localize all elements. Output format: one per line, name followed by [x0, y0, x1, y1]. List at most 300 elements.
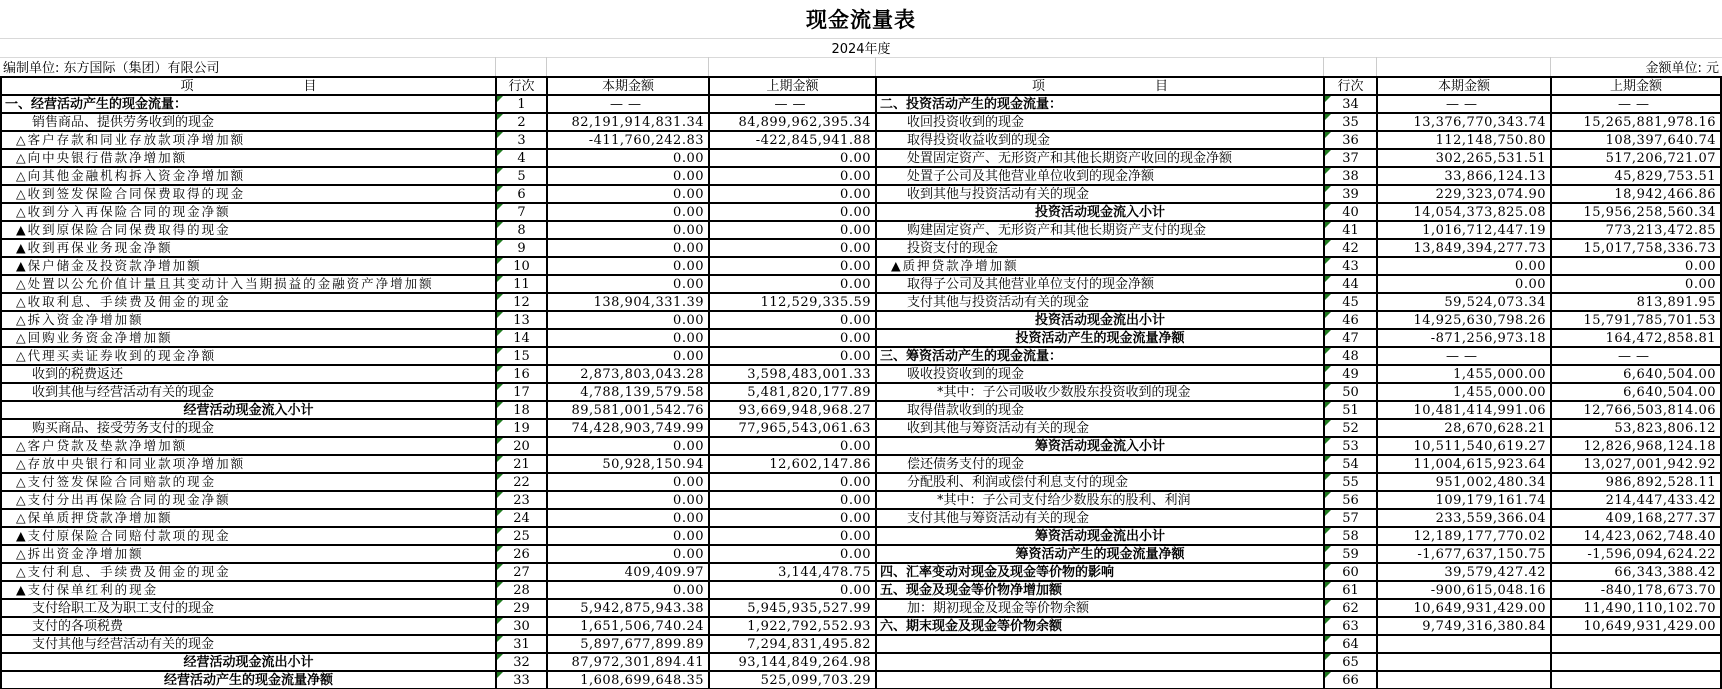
line-no-cell — [1325, 258, 1378, 274]
item-cell: 三、筹资活动产生的现金流量： — [877, 348, 1325, 364]
prior-amount-cell: 409,168,277.37 — [1552, 510, 1722, 526]
green-triangle-icon — [1325, 150, 1331, 156]
item-cell: △存放中央银行和同业款项净增加额 — [2, 456, 497, 472]
prior-amount-cell: 0.00 — [710, 240, 877, 256]
col-header-prior-amount-left: 上期金额 — [710, 78, 877, 94]
line-no-cell — [1325, 150, 1378, 166]
line-no-cell — [497, 546, 548, 562]
item-cell: △向其他金融机构拆入资金净增加额 — [2, 168, 497, 184]
green-triangle-icon — [497, 384, 503, 390]
current-amount-cell: 87,972,301,894.41 — [548, 654, 710, 670]
green-triangle-icon — [1325, 654, 1331, 660]
prior-amount-cell: 5,481,820,177.89 — [710, 384, 877, 400]
current-amount-cell: 1,016,712,447.19 — [1378, 222, 1552, 238]
item-cell — [877, 672, 1325, 688]
line-no-cell — [497, 312, 548, 328]
current-amount-cell: 302,265,531.51 — [1378, 150, 1552, 166]
item-cell: 吸收投资收到的现金 — [877, 366, 1325, 382]
item-cell: 五、现金及现金等价物净增加额 — [877, 582, 1325, 598]
item-cell: 六、期末现金及现金等价物余额 — [877, 618, 1325, 634]
current-amount-cell: 0.00 — [548, 204, 710, 220]
green-triangle-icon — [497, 438, 503, 444]
line-no: 16 — [513, 366, 530, 382]
table-header-row — [2, 78, 1722, 96]
line-no-cell — [497, 330, 548, 346]
current-amount-cell: 11,004,615,923.64 — [1378, 456, 1552, 472]
line-no: 34 — [1342, 96, 1359, 112]
line-no-cell — [1325, 114, 1378, 130]
table-row — [2, 96, 1722, 114]
table-row — [2, 672, 1722, 689]
green-triangle-icon — [1325, 492, 1331, 498]
green-triangle-icon — [497, 204, 503, 210]
item-cell: 收到的税费返还 — [2, 366, 497, 382]
line-no-cell — [1325, 402, 1378, 418]
line-no-cell — [497, 294, 548, 310]
item-cell: △保单质押贷款净增加额 — [2, 510, 497, 526]
prior-amount-cell: -1,596,094,624.22 — [1552, 546, 1722, 562]
green-triangle-icon — [1325, 636, 1331, 642]
table-row — [2, 114, 1722, 132]
current-amount-cell: -411,760,242.83 — [548, 132, 710, 148]
green-triangle-icon — [497, 312, 503, 318]
green-triangle-icon — [1325, 600, 1331, 606]
page-title: 现金流量表 — [806, 8, 916, 32]
prior-amount-cell: 0.00 — [710, 186, 877, 202]
table-row — [2, 348, 1722, 366]
green-triangle-icon — [497, 636, 503, 642]
current-amount-cell: 109,179,161.74 — [1378, 492, 1552, 508]
item-cell: △客户存款和同业存放款项净增加额 — [2, 132, 497, 148]
green-triangle-icon — [1325, 582, 1331, 588]
line-no-cell — [497, 204, 548, 220]
table-row — [2, 312, 1722, 330]
item-cell: 收到其他与筹资活动有关的现金 — [877, 420, 1325, 436]
line-no: 28 — [513, 582, 530, 598]
current-amount-cell: 74,428,903,749.99 — [548, 420, 710, 436]
table-row — [2, 132, 1722, 150]
line-no-cell — [1325, 330, 1378, 346]
table-row — [2, 438, 1722, 456]
green-triangle-icon — [497, 114, 503, 120]
item-cell: 投资活动现金流出小计 — [877, 312, 1325, 328]
item-cell: △支付签发保险合同赔款的现金 — [2, 474, 497, 490]
current-amount-cell: 0.00 — [1378, 258, 1552, 274]
green-triangle-icon — [1325, 258, 1331, 264]
green-triangle-icon — [1325, 402, 1331, 408]
green-triangle-icon — [497, 186, 503, 192]
current-amount-cell: 14,925,630,798.26 — [1378, 312, 1552, 328]
line-no: 24 — [513, 510, 530, 526]
item-cell: 支付给职工及为职工支付的现金 — [2, 600, 497, 616]
line-no: 60 — [1342, 564, 1359, 580]
prior-amount-cell: 0.00 — [710, 312, 877, 328]
green-triangle-icon — [497, 96, 503, 102]
prior-amount-cell: 15,265,881,978.16 — [1552, 114, 1722, 130]
green-triangle-icon — [497, 294, 503, 300]
prior-amount-cell: 6,640,504.00 — [1552, 384, 1722, 400]
line-no: 4 — [517, 150, 526, 166]
green-triangle-icon — [497, 618, 503, 624]
green-triangle-icon — [1325, 240, 1331, 246]
current-amount-cell: 0.00 — [548, 330, 710, 346]
line-no-cell — [1325, 564, 1378, 580]
green-triangle-icon — [497, 150, 503, 156]
prior-amount-cell: 7,294,831,495.82 — [710, 636, 877, 652]
green-triangle-icon — [497, 330, 503, 336]
prior-amount-cell: 214,447,433.42 — [1552, 492, 1722, 508]
prior-amount-cell: —— — [710, 96, 877, 112]
line-no-cell — [1325, 168, 1378, 184]
item-cell: △代理买卖证券收到的现金净额 — [2, 348, 497, 364]
line-no-cell — [1325, 276, 1378, 292]
current-amount-cell — [1378, 654, 1552, 670]
green-triangle-icon — [497, 582, 503, 588]
divider — [1323, 57, 1324, 76]
item-cell: △向中央银行借款净增加额 — [2, 150, 497, 166]
line-no: 18 — [513, 402, 530, 418]
table-row — [2, 492, 1722, 510]
current-amount-cell: 5,897,677,899.89 — [548, 636, 710, 652]
current-amount-cell: 28,670,628.21 — [1378, 420, 1552, 436]
green-triangle-icon — [1325, 348, 1331, 354]
current-amount-cell: 0.00 — [1378, 276, 1552, 292]
green-triangle-icon — [1325, 366, 1331, 372]
line-no-cell — [1325, 654, 1378, 670]
prior-amount-cell: 15,017,758,336.73 — [1552, 240, 1722, 256]
item-cell: 筹资活动产生的现金流量净额 — [877, 546, 1325, 562]
item-cell: △拆出资金净增加额 — [2, 546, 497, 562]
divider — [1550, 57, 1551, 76]
line-no-cell — [1325, 384, 1378, 400]
current-amount-cell — [1378, 672, 1552, 688]
prior-amount-cell: 12,602,147.86 — [710, 456, 877, 472]
green-triangle-icon — [497, 132, 503, 138]
line-no-cell — [497, 564, 548, 580]
item-cell: △收取利息、手续费及佣金的现金 — [2, 294, 497, 310]
green-triangle-icon — [1325, 546, 1331, 552]
prior-amount-cell: 0.00 — [710, 474, 877, 490]
current-amount-cell: 9,749,316,380.84 — [1378, 618, 1552, 634]
divider — [495, 57, 496, 76]
line-no-cell — [497, 114, 548, 130]
prior-amount-cell: 3,144,478.75 — [710, 564, 877, 580]
item-cell: 支付其他与经营活动有关的现金 — [2, 636, 497, 652]
prior-amount-cell: 3,598,483,001.33 — [710, 366, 877, 382]
table-row — [2, 654, 1722, 672]
green-triangle-icon — [497, 492, 503, 498]
prior-amount-cell: 15,956,258,560.34 — [1552, 204, 1722, 220]
item-header-char: 目 — [1155, 78, 1169, 94]
prior-amount-cell: 11,490,110,102.70 — [1552, 600, 1722, 616]
table-row — [2, 564, 1722, 582]
line-no-cell — [1325, 618, 1378, 634]
item-cell: 支付其他与筹资活动有关的现金 — [877, 510, 1325, 526]
table-row — [2, 636, 1722, 654]
line-no: 11 — [513, 276, 530, 292]
col-header-current-amount-left: 本期金额 — [548, 78, 710, 94]
line-no: 57 — [1342, 510, 1359, 526]
green-triangle-icon — [1325, 204, 1331, 210]
current-amount-cell: 0.00 — [548, 168, 710, 184]
item-cell: 投资活动现金流入小计 — [877, 204, 1325, 220]
line-no: 13 — [513, 312, 530, 328]
green-triangle-icon — [1325, 312, 1331, 318]
prior-amount-cell: 773,213,472.85 — [1552, 222, 1722, 238]
table-row — [2, 420, 1722, 438]
line-no: 53 — [1342, 438, 1359, 454]
line-no: 61 — [1342, 582, 1359, 598]
prior-amount-cell: 0.00 — [1552, 258, 1722, 274]
item-cell: 取得投资收益收到的现金 — [877, 132, 1325, 148]
line-no-cell — [497, 276, 548, 292]
item-cell: 筹资活动现金流入小计 — [877, 438, 1325, 454]
line-no-cell — [1325, 546, 1378, 562]
green-triangle-icon — [1325, 618, 1331, 624]
prior-amount-cell: 0.00 — [710, 546, 877, 562]
current-amount-cell: 10,649,931,429.00 — [1378, 600, 1552, 616]
table-row — [2, 222, 1722, 240]
line-no: 43 — [1342, 258, 1359, 274]
item-header-char: 项 — [180, 78, 194, 94]
line-no: 15 — [513, 348, 530, 364]
line-no: 19 — [513, 420, 530, 436]
item-cell: △支付利息、手续费及佣金的现金 — [2, 564, 497, 580]
line-no: 46 — [1342, 312, 1359, 328]
line-no-cell — [497, 96, 548, 112]
green-triangle-icon — [1325, 276, 1331, 282]
current-amount-cell: 0.00 — [548, 492, 710, 508]
line-no: 66 — [1342, 672, 1359, 688]
col-header-item-right — [877, 78, 1325, 94]
table-row — [2, 240, 1722, 258]
green-triangle-icon — [1325, 168, 1331, 174]
current-amount-cell: 50,928,150.94 — [548, 456, 710, 472]
item-cell: 经营活动现金流出小计 — [2, 654, 497, 670]
line-no-cell — [497, 150, 548, 166]
line-no: 55 — [1342, 474, 1359, 490]
green-triangle-icon — [1325, 420, 1331, 426]
line-no: 63 — [1342, 618, 1359, 634]
item-cell: 四、汇率变动对现金及现金等价物的影响 — [877, 564, 1325, 580]
line-no-cell — [497, 672, 548, 688]
prior-amount-cell: 0.00 — [710, 528, 877, 544]
table-row — [2, 168, 1722, 186]
col-header-line-no-left: 行次 — [497, 78, 548, 94]
col-header-prior-amount-right: 上期金额 — [1552, 78, 1722, 94]
current-amount-cell: 2,873,803,043.28 — [548, 366, 710, 382]
prior-amount-cell: -840,178,673.70 — [1552, 582, 1722, 598]
current-amount-cell: 10,481,414,991.06 — [1378, 402, 1552, 418]
current-amount-cell: 4,788,139,579.58 — [548, 384, 710, 400]
line-no: 6 — [517, 186, 526, 202]
prior-amount-cell: 93,669,948,968.27 — [710, 402, 877, 418]
prior-amount-cell: 10,649,931,429.00 — [1552, 618, 1722, 634]
line-no: 42 — [1342, 240, 1359, 256]
line-no: 44 — [1342, 276, 1359, 292]
current-amount-cell: 138,904,331.39 — [548, 294, 710, 310]
item-header-char: 目 — [303, 78, 317, 94]
current-amount-cell: 0.00 — [548, 240, 710, 256]
prior-amount-cell: 525,099,703.29 — [710, 672, 877, 688]
line-no-cell — [1325, 600, 1378, 616]
table-row — [2, 402, 1722, 420]
current-amount-cell: 1,455,000.00 — [1378, 366, 1552, 382]
current-amount-cell: 12,189,177,770.02 — [1378, 528, 1552, 544]
item-cell: 处置子公司及其他营业单位收到的现金净额 — [877, 168, 1325, 184]
line-no: 56 — [1342, 492, 1359, 508]
line-no: 54 — [1342, 456, 1359, 472]
current-amount-cell: 233,559,366.04 — [1378, 510, 1552, 526]
line-no: 5 — [517, 168, 526, 184]
green-triangle-icon — [497, 222, 503, 228]
line-no-cell — [1325, 528, 1378, 544]
divider — [708, 57, 709, 76]
table-row — [2, 510, 1722, 528]
line-no: 9 — [517, 240, 526, 256]
report-period: 2024年度 — [831, 42, 891, 57]
green-triangle-icon — [497, 456, 503, 462]
current-amount-cell: 0.00 — [548, 528, 710, 544]
green-triangle-icon — [497, 510, 503, 516]
current-amount-cell: —— — [1378, 348, 1552, 364]
line-no-cell — [497, 240, 548, 256]
line-no: 1 — [517, 96, 526, 112]
line-no: 14 — [513, 330, 530, 346]
prior-amount-cell: 813,891.95 — [1552, 294, 1722, 310]
green-triangle-icon — [497, 546, 503, 552]
green-triangle-icon — [1325, 132, 1331, 138]
prior-amount-cell: 84,899,962,395.34 — [710, 114, 877, 130]
table-row — [2, 186, 1722, 204]
line-no-cell — [1325, 204, 1378, 220]
line-no: 12 — [513, 294, 530, 310]
item-cell: 收回投资收到的现金 — [877, 114, 1325, 130]
prior-amount-cell: 108,397,640.74 — [1552, 132, 1722, 148]
current-amount-cell: 1,608,699,648.35 — [548, 672, 710, 688]
line-no: 36 — [1342, 132, 1359, 148]
green-triangle-icon — [497, 276, 503, 282]
prior-amount-cell: 0.00 — [710, 492, 877, 508]
prior-amount-cell: 12,826,968,124.18 — [1552, 438, 1722, 454]
item-cell: ▲支付原保险合同赔付款项的现金 — [2, 528, 497, 544]
line-no: 48 — [1342, 348, 1359, 364]
item-cell: ▲收到原保险合同保费取得的现金 — [2, 222, 497, 238]
line-no-cell — [1325, 510, 1378, 526]
line-no-cell — [497, 420, 548, 436]
prior-amount-cell: 5,945,935,527.99 — [710, 600, 877, 616]
line-no: 51 — [1342, 402, 1359, 418]
green-triangle-icon — [1325, 456, 1331, 462]
item-cell — [877, 636, 1325, 652]
prior-amount-cell: 1,922,792,552.93 — [710, 618, 877, 634]
item-cell: △回购业务资金净增加额 — [2, 330, 497, 346]
table-row — [2, 582, 1722, 600]
prior-amount-cell — [1552, 654, 1722, 670]
line-no: 8 — [517, 222, 526, 238]
item-header-char: 项 — [1031, 78, 1045, 94]
line-no-cell — [497, 132, 548, 148]
line-no-cell — [1325, 240, 1378, 256]
green-triangle-icon — [497, 168, 503, 174]
prior-amount-cell — [1552, 636, 1722, 652]
line-no-cell — [497, 474, 548, 490]
line-no: 23 — [513, 492, 530, 508]
green-triangle-icon — [497, 654, 503, 660]
green-triangle-icon — [1325, 564, 1331, 570]
prior-amount-cell: 164,472,858.81 — [1552, 330, 1722, 346]
item-cell: 收到其他与经营活动有关的现金 — [2, 384, 497, 400]
current-amount-cell: 0.00 — [548, 258, 710, 274]
prior-amount-cell: 13,027,001,942.92 — [1552, 456, 1722, 472]
line-no: 50 — [1342, 384, 1359, 400]
item-cell: 经营活动产生的现金流量净额 — [2, 672, 497, 688]
line-no: 22 — [513, 474, 530, 490]
prior-amount-cell: 53,823,806.12 — [1552, 420, 1722, 436]
line-no-cell — [497, 492, 548, 508]
item-cell: 分配股利、利润或偿付利息支付的现金 — [877, 474, 1325, 490]
prior-amount-cell: 93,144,849,264.98 — [710, 654, 877, 670]
prior-amount-cell: 12,766,503,814.06 — [1552, 402, 1722, 418]
table-row — [2, 204, 1722, 222]
current-amount-cell: 409,409.97 — [548, 564, 710, 580]
green-triangle-icon — [1325, 510, 1331, 516]
prior-amount-cell: 45,829,753.51 — [1552, 168, 1722, 184]
amount-unit-label: 金额单位: 元 — [1645, 61, 1719, 76]
table-row — [2, 456, 1722, 474]
line-no: 27 — [513, 564, 530, 580]
current-amount-cell: -871,256,973.18 — [1378, 330, 1552, 346]
green-triangle-icon — [497, 258, 503, 264]
item-cell: ▲质押贷款净增加额 — [877, 258, 1325, 274]
current-amount-cell — [1378, 636, 1552, 652]
current-amount-cell: 0.00 — [548, 474, 710, 490]
line-no-cell — [1325, 366, 1378, 382]
line-no: 37 — [1342, 150, 1359, 166]
divider — [875, 57, 876, 76]
prior-amount-cell: 0.00 — [710, 510, 877, 526]
item-cell: △客户贷款及垫款净增加额 — [2, 438, 497, 454]
current-amount-cell: 0.00 — [548, 186, 710, 202]
prior-amount-cell: 0.00 — [710, 330, 877, 346]
item-cell: △处置以公允价值计量且其变动计入当期损益的金融资产净增加额 — [2, 276, 497, 292]
green-triangle-icon — [1325, 114, 1331, 120]
line-no: 32 — [513, 654, 530, 670]
line-no-cell — [1325, 348, 1378, 364]
current-amount-cell: 14,054,373,825.08 — [1378, 204, 1552, 220]
current-amount-cell: 0.00 — [548, 312, 710, 328]
item-cell: ▲支付保单红利的现金 — [2, 582, 497, 598]
table-row — [2, 528, 1722, 546]
item-cell: 筹资活动现金流出小计 — [877, 528, 1325, 544]
item-cell: 支付的各项税费 — [2, 618, 497, 634]
green-triangle-icon — [1325, 672, 1331, 678]
line-no: 65 — [1342, 654, 1359, 670]
line-no-cell — [497, 510, 548, 526]
current-amount-cell: 82,191,914,831.34 — [548, 114, 710, 130]
divider — [546, 57, 547, 76]
prior-amount-cell: 0.00 — [710, 258, 877, 274]
prior-amount-cell: 14,423,062,748.40 — [1552, 528, 1722, 544]
line-no-cell — [497, 168, 548, 184]
line-no-cell — [1325, 492, 1378, 508]
line-no: 49 — [1342, 366, 1359, 382]
current-amount-cell: 0.00 — [548, 276, 710, 292]
green-triangle-icon — [497, 402, 503, 408]
item-cell: 支付其他与投资活动有关的现金 — [877, 294, 1325, 310]
current-amount-cell: 951,002,480.34 — [1378, 474, 1552, 490]
prior-amount-cell: 15,791,785,701.53 — [1552, 312, 1722, 328]
